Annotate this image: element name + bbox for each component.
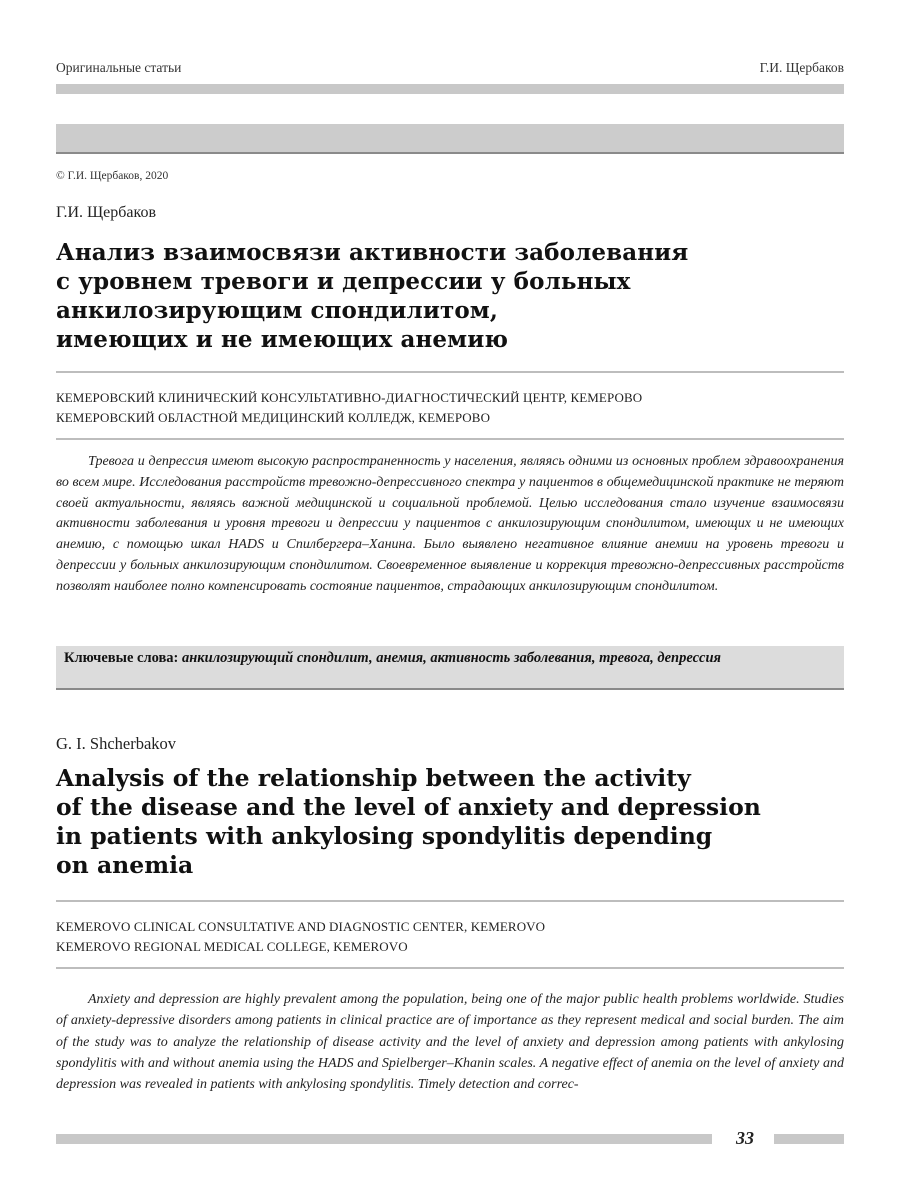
- article-title-ru: Анализ взаимосвязи активности заболевания с уровнем тревоги и депрессии у больных анкилозирующим спондилитом, имеющих и не имеющих анемию: [56, 239, 689, 353]
- footer-bar: [56, 1134, 712, 1144]
- keywords-label: Ключевые слова:: [64, 650, 179, 666]
- page-number: 33: [736, 1128, 754, 1148]
- header-divider-bar: [56, 84, 844, 94]
- divider-line: [56, 900, 844, 902]
- header-decorative-band: [56, 124, 844, 154]
- keywords-box: [56, 646, 844, 690]
- running-head-section: Оригинальные статьи: [56, 60, 182, 75]
- divider-line: [56, 438, 844, 440]
- affiliations-ru: [56, 388, 642, 428]
- running-head: [56, 60, 844, 76]
- affiliations-en: [56, 917, 545, 957]
- copyright-notice: © Г.И. Щербаков, 2020: [56, 170, 169, 182]
- abstract-ru: Тревога и депрессия имеют высокую распространенность у населения, являясь одними из основных проблем здравоохранения во всем мире. Исследования расстройств тревожно-депрессивного спектра у пациентов в общемедицинской практике не теряют своей актуальности, являясь важной медицинской и социальной проблемой. Целью исследования стало изучение взаимосвязи активности заболевания и уровня тревоги и депрессии у пациентов с анкилозирующим спондилитом, имеющих и не имеющих анемию, с помощью шкал HADS и Спилбергера–Ханина. Было выявлено негативное влияние анемии на уровень тревоги и депрессии у больных анкилозирующим спондилитом. Своевременное выявление и коррекция тревожно-депрессивных расстройств позволят наиболее полно компенсировать состояние пациентов, страдающих анкилозирующим спондилитом.: [56, 454, 844, 594]
- divider-line: [56, 371, 844, 373]
- author-name-en: G. I. Shcherbakov: [56, 734, 177, 753]
- affiliation-line: КЕМЕРОВСКИЙ ОБЛАСТНОЙ МЕДИЦИНСКИЙ КОЛЛЕДЖ, КЕМЕРОВО: [56, 410, 491, 425]
- article-title-en: Analysis of the relationship between the activity of the disease and the level of anxiety and depression in patients with ankylosing spondylitis depending on anemia: [56, 764, 761, 879]
- keywords-text: анкилозирующий спондилит, анемия, активность заболевания, тревога, депрессия: [182, 650, 722, 666]
- footer-bar: [774, 1134, 844, 1144]
- divider-line: [56, 967, 844, 969]
- running-head-author: Г.И. Щербаков: [759, 60, 844, 75]
- affiliation-line: КЕМЕРОВСКИЙ КЛИНИЧЕСКИЙ КОНСУЛЬТАТИВНО-ДИАГНОСТИЧЕСКИЙ ЦЕНТР, КЕМЕРОВО: [56, 390, 643, 405]
- author-name-ru: Г.И. Щербаков: [56, 204, 156, 221]
- affiliation-line: KEMEROVO CLINICAL CONSULTATIVE AND DIAGNOSTIC CENTER, KEMEROVO: [56, 919, 546, 934]
- affiliation-line: KEMEROVO REGIONAL MEDICAL COLLEGE, KEMEROVO: [56, 939, 408, 954]
- abstract-en: Anxiety and depression are highly prevalent among the population, being one of the major public health problems worldwide. Studies of anxiety-depressive disorders among patients in clinical practice are of importance as they represent medical and social burden. The aim of the study was to analyze the relationship of disease activity and the level of anxiety and depression among patients with ankylosing spondylitis with and without anemia using the HADS and Spielberger–Khanin scales. A negative effect of anemia on the level of anxiety and depression was revealed in patients with ankylosing spondylitis. Timely detection and correc-: [56, 992, 844, 1093]
